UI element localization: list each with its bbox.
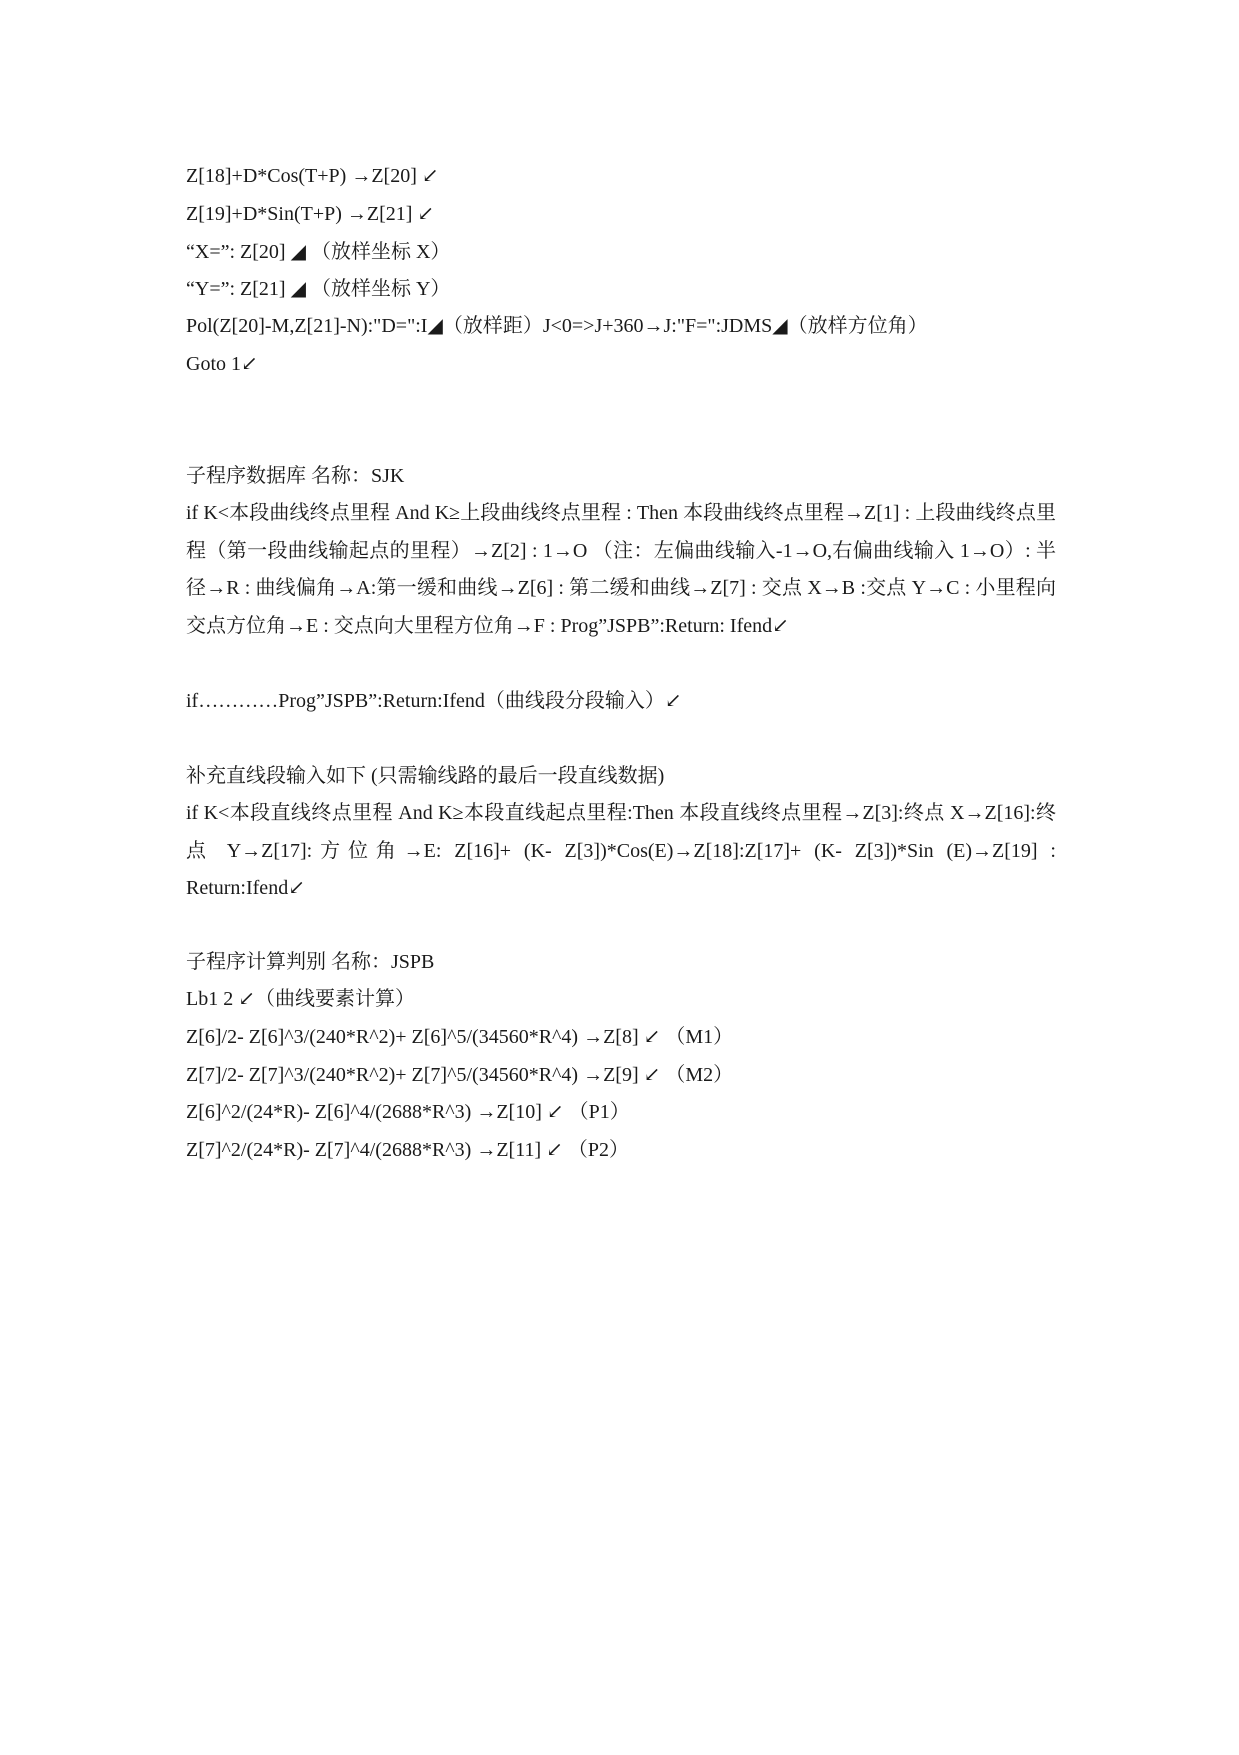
- section-heading: 子程序数据库 名称：SJK: [186, 465, 405, 487]
- code-line: “Y=”: Z[21] ◢ （放样坐标 Y）: [186, 278, 451, 300]
- code-paragraph: if K<本段直线终点里程 And K≥本段直线起点里程:Then 本段直线终点里程→Z[3]:终点 X→Z[16]:终点 Y→Z[17]:方位角→E: Z[16]+ (K- Z[3])*Cos(E)→Z[18]:Z[17]+ (K- Z[3])*Sin (E)→Z[19] : Return:Ifend↙: [186, 802, 1056, 899]
- code-line: Z[19]+D*Sin(T+P) →Z[21] ↙: [186, 203, 435, 225]
- code-line: Goto 1↙: [186, 353, 258, 375]
- section-heading: 补充直线段输入如下 (只需输线路的最后一段直线数据): [186, 765, 665, 787]
- code-line: Lb1 2 ↙（曲线要素计算）: [186, 988, 415, 1010]
- section-heading: 子程序计算判别 名称：JSPB: [186, 951, 435, 973]
- code-line: if…………Prog”JSPB”:Return:Ifend（曲线段分段输入）↙: [186, 690, 682, 712]
- code-line: Z[6]/2- Z[6]^3/(240*R^2)+ Z[6]^5/(34560*R^4) →Z[8] ↙ （M1）: [186, 1026, 734, 1048]
- code-line: Pol(Z[20]-M,Z[21]-N):"D=":I◢（放样距）J<0=>J+360→J:"F=":JDMS◢（放样方位角）: [186, 315, 928, 337]
- code-line: Z[18]+D*Cos(T+P) →Z[20] ↙: [186, 165, 439, 187]
- code-line: Z[7]^2/(24*R)- Z[7]^4/(2688*R^3) →Z[11] ↙ （P2）: [186, 1139, 629, 1161]
- code-line: “X=”: Z[20] ◢ （放样坐标 X）: [186, 241, 451, 263]
- code-line: Z[7]/2- Z[7]^3/(240*R^2)+ Z[7]^5/(34560*R^4) →Z[9] ↙ （M2）: [186, 1064, 734, 1086]
- code-line: Z[6]^2/(24*R)- Z[6]^4/(2688*R^3) →Z[10] ↙ （P1）: [186, 1101, 630, 1123]
- code-paragraph: if K<本段曲线终点里程 And K≥上段曲线终点里程 : Then 本段曲线终点里程→Z[1] : 上段曲线终点里程（第一段曲线输起点的里程）→Z[2] : 1→O （注：左偏曲线输入-1→O,右偏曲线输入 1→O）: 半径→R : 曲线偏角→A:第一缓和曲线→Z[6] : 第二缓和曲线→Z[7] : 交点 X→B :交点 Y→C : 小里程向交点方位角→E : 交点向大里程方位角→F : Prog”JSPB”:Return: Ifend↙: [186, 502, 1056, 637]
